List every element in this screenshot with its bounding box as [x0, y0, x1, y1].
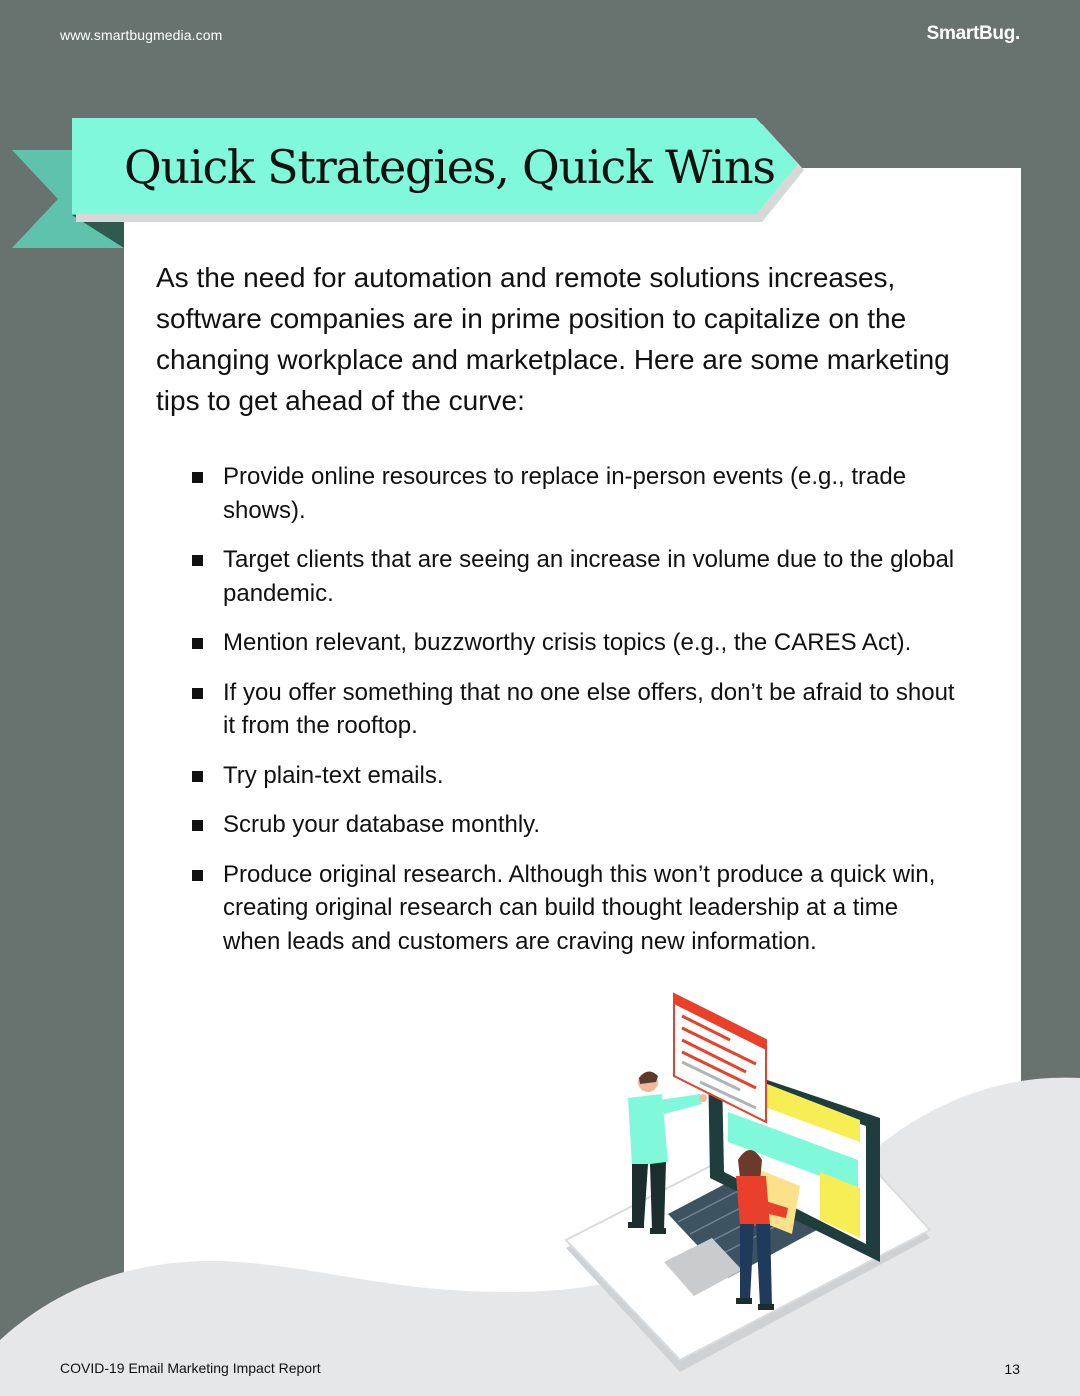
tip-text: Mention relevant, buzzworthy crisis topics (e.g., the CARES Act). — [223, 629, 912, 656]
intro-paragraph: As the need for automation and remote solutions increases, software companies are in prime position to capitalize on the changing workplace and marketplace. Here are some marketing tips to get ahead of the curve: — [156, 262, 950, 416]
page-number: 13 — [1004, 1361, 1020, 1377]
tip-text: If you offer something that no one else offers, don’t be afraid to shout it from the rooftop. — [223, 678, 955, 739]
smartbug-logo: SmartBug. — [926, 23, 1020, 44]
tip-text: Try plain-text emails. — [223, 761, 444, 789]
tip-text: Scrub your database monthly. — [223, 811, 541, 838]
tip-text: Provide online resources to replace in-person events (e.g., trade shows). — [223, 463, 907, 524]
footer-report-title: COVID-19 Email Marketing Impact Report — [60, 1360, 321, 1376]
tip-text: Target clients that are seeing an increase in volume due to the global pandemic. — [223, 546, 955, 607]
header-url[interactable]: www.smartbugmedia.com — [60, 27, 223, 43]
page-title: Quick Strategies, Quick Wins — [124, 140, 775, 194]
tip-text: Produce original research. Although this won’t produce a quick win, creating original research can build thought leadership at a time when leads and customers are craving new information. — [223, 860, 936, 955]
